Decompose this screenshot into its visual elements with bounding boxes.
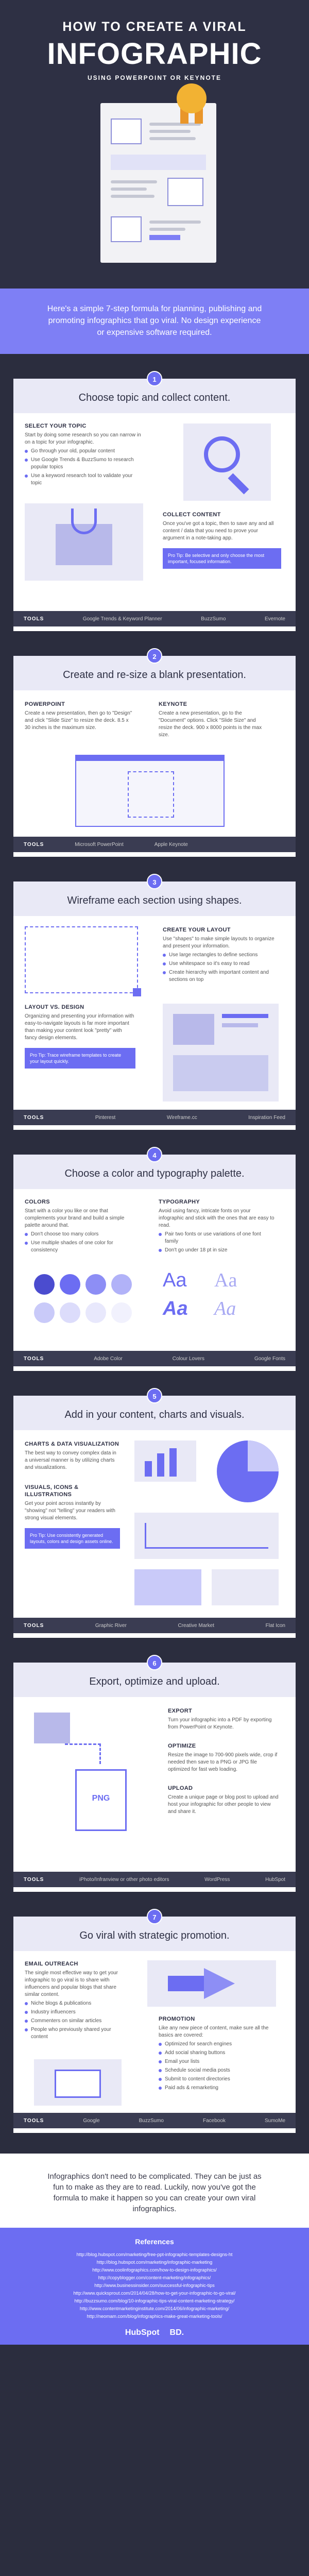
list-item: Use whitespace so it's easy to read xyxy=(163,960,279,968)
colors-heading: COLORS xyxy=(25,1199,50,1205)
section-3 xyxy=(13,878,296,1130)
closing-text: Infographics don't need to be complicated. They can be just as fun to make as they are to read. Luckily, now you've got the formula to make it happen so you can create your own viral infographics. xyxy=(0,2154,309,2233)
font-samples-icon xyxy=(163,1269,276,1338)
section-title: Choose topic and collect content. xyxy=(13,379,296,413)
tools-label: TOOLS xyxy=(24,1622,44,1629)
font-sample: Aa xyxy=(214,1298,236,1319)
list-item: People who previously shared your content xyxy=(25,2026,128,2041)
list-item: Schedule social media posts xyxy=(159,2067,272,2074)
promotion-heading: PROMOTION xyxy=(159,2016,195,2022)
charts-illustration xyxy=(134,1440,284,1605)
reference-link[interactable]: http://blog.hubspot.com/marketing/free-ppt-infographic-templates-designs-ht xyxy=(76,2252,233,2257)
tool-item: SumoMe xyxy=(264,2117,285,2124)
tool-item: HubSpot xyxy=(265,1876,285,1883)
visuals-heading: VISUALS, ICONS & ILLUSTRATIONS xyxy=(25,1484,79,1498)
png-label: PNG xyxy=(92,1794,110,1803)
folder-icon xyxy=(25,503,143,581)
references-title: References xyxy=(135,2238,174,2246)
section-title: Export, optimize and upload. xyxy=(13,1663,296,1697)
keynote-heading: KEYNOTE xyxy=(159,701,187,707)
content-text: Once you've got a topic, then to save any and all content / data that you need to prove your argument in a note-taking app. xyxy=(163,521,274,541)
tool-item: Google xyxy=(83,2117,100,2124)
export-text: Turn your infographic into a PDF by exporting from PowerPoint or Keynote. xyxy=(168,1717,272,1730)
outreach-heading: EMAIL OUTREACH xyxy=(25,1961,78,1967)
font-sample: Aa xyxy=(163,1298,188,1319)
presentation-window-icon xyxy=(75,755,225,827)
layout-vs-design-heading: LAYOUT VS. DESIGN xyxy=(25,1004,84,1010)
keynote-text: Create a new presentation, go to the "Document" options. Click "Slide Size" and resize the deck. 900 x 8000 points is the max size. xyxy=(159,710,262,738)
topic-text: Start by doing some research so you can narrow in on a topic for your infographic. xyxy=(25,432,141,445)
envelope-icon xyxy=(34,2059,122,2106)
list-item: Add social sharing buttons xyxy=(159,2049,272,2057)
reference-link[interactable]: http://copyblogger.com/content-marketing/infographics/ xyxy=(98,2275,211,2280)
font-sample: Aa xyxy=(214,1269,237,1291)
section-1 xyxy=(13,376,296,631)
section-title: Choose a color and typography palette. xyxy=(13,1155,296,1189)
tool-item: Facebook xyxy=(203,2117,226,2124)
bd-logo: BD. xyxy=(169,2328,184,2337)
typography-heading: TYPOGRAPHY xyxy=(159,1199,200,1205)
step-number: 1 xyxy=(147,371,162,386)
powerpoint-heading: POWERPOINT xyxy=(25,701,65,707)
tools-bar xyxy=(13,611,296,626)
section-7 xyxy=(13,1913,296,2133)
pro-tip: Pro Tip: Be selective and only choose the most important, focused information. xyxy=(163,548,281,569)
tools-label: TOOLS xyxy=(24,2117,44,2124)
section-title: Add in your content, charts and visuals. xyxy=(13,1396,296,1430)
megaphone-icon xyxy=(147,1960,276,2007)
content-heading: COLLECT CONTENT xyxy=(163,512,221,518)
list-item: Pair two fonts or use variations of one font family xyxy=(159,1231,274,1245)
tool-item: Evernote xyxy=(264,616,285,622)
step-number: 7 xyxy=(147,1909,162,1924)
upload-text: Create a unique page or blog post to upload and host your infographic for other people to view and share it. xyxy=(168,1794,279,1815)
section-2 xyxy=(13,653,296,857)
list-item: Optimized for search engines xyxy=(159,2041,272,2048)
tool-item: Flat Icon xyxy=(265,1622,285,1629)
layout-heading: CREATE YOUR LAYOUT xyxy=(163,927,231,933)
step-number: 4 xyxy=(147,1147,162,1162)
tool-item: BuzzSumo xyxy=(139,2117,164,2124)
list-item: Use multiple shades of one color for consistency xyxy=(25,1240,135,1254)
step-number: 6 xyxy=(147,1655,162,1670)
pro-tip: Pro Tip: Use consistently generated layouts, colors and design assets online. xyxy=(25,1528,120,1549)
tool-item: Inspiration Feed xyxy=(248,1114,285,1121)
charts-text: The best way to convey complex data in a universal manner is by utilizing charts and visualizations. xyxy=(25,1450,116,1470)
tool-item: Colour Lovers xyxy=(172,1355,204,1362)
hero-mockup xyxy=(100,103,216,263)
list-item: Don't go under 18 pt in size xyxy=(159,1247,274,1254)
section-6 xyxy=(13,1659,296,1892)
list-item: Paid ads & remarketing xyxy=(159,2084,272,2092)
section-4 xyxy=(13,1151,296,1371)
list-item: Use a keyword research tool to validate your topic xyxy=(25,472,143,487)
hero xyxy=(0,0,309,289)
powerpoint-text: Create a new presentation, then go to "Design" and click "Slide Size" to resize the deck. 8.5 x 30 inches is the maximum size. xyxy=(25,710,132,731)
layout-grid-icon xyxy=(163,1004,279,1101)
references xyxy=(0,2228,309,2345)
list-item: Submit to content directories xyxy=(159,2076,272,2083)
tools-bar xyxy=(13,1618,296,1633)
section-title: Create and re-size a blank presentation. xyxy=(13,656,296,690)
reference-link[interactable]: http://www.coolinfographics.com/how-to-design-infographics/ xyxy=(92,2267,217,2273)
tool-item: Google Trends & Keyword Planner xyxy=(82,616,162,622)
tools-bar xyxy=(13,837,296,852)
typography-text: Avoid using fancy, intricate fonts on your infographic and stick with the ones that are easy to read. xyxy=(159,1208,274,1228)
reference-link[interactable]: http://www.businessinsider.com/successful-infographic-tips xyxy=(94,2283,215,2288)
tools-label: TOOLS xyxy=(24,1355,44,1362)
pro-tip: Pro Tip: Trace wireframe templates to create your layout quickly. xyxy=(25,1048,135,1069)
tool-item: Adobe Color xyxy=(94,1355,123,1362)
reference-link[interactable]: http://www.quicksprout.com/2014/04/28/how-to-get-your-infographic-to-go-viral/ xyxy=(73,2291,236,2296)
tools-label: TOOLS xyxy=(24,616,44,622)
hubspot-logo: HubSpot xyxy=(125,2328,160,2337)
list-item: Industry influencers xyxy=(25,2009,128,2016)
optimize-heading: OPTIMIZE xyxy=(168,1743,196,1749)
tools-label: TOOLS xyxy=(24,1876,44,1883)
list-item: Niche blogs & publications xyxy=(25,2000,128,2007)
tool-item: Graphic River xyxy=(95,1622,127,1629)
list-item: Email your lists xyxy=(159,2058,272,2065)
tool-item: Wireframe.cc xyxy=(166,1114,197,1121)
colors-text: Start with a color you like or one that complements your brand and build a simple palette around that. xyxy=(25,1208,125,1228)
tools-bar xyxy=(13,1351,296,1366)
reference-link[interactable]: http://www.contentmarketinginstitute.com/2014/06/infographic-marketing/ xyxy=(79,2306,230,2311)
list-item: Commenters on similar articles xyxy=(25,2018,128,2025)
section-title: Go viral with strategic promotion. xyxy=(13,1917,296,1951)
list-item: Create hierarchy with important content and sections on top xyxy=(163,969,279,984)
tool-item: Microsoft PowerPoint xyxy=(75,841,124,848)
intro-text: Here's a simple 7-step formula for planning, publishing and promoting infographics that go viral. No design experience or expensive software required. xyxy=(0,289,309,354)
award-badge-icon xyxy=(177,83,207,113)
tool-item: Creative Market xyxy=(178,1622,215,1629)
section-title: Wireframe each section using shapes. xyxy=(13,882,296,916)
export-heading: EXPORT xyxy=(168,1708,193,1714)
reference-link[interactable]: http://blog.hubspot.com/marketing/infographic-marketing xyxy=(96,2260,213,2265)
list-item: Use Google Trends & BuzzSumo to research popular topics xyxy=(25,456,143,471)
tool-item: Pinterest xyxy=(95,1114,116,1121)
tools-label: TOOLS xyxy=(24,841,44,848)
font-sample: Aa xyxy=(163,1269,187,1291)
outreach-text: The single most effective way to get your infographic to go viral is to share with influencers and popular blogs that share similar content. xyxy=(25,1970,118,1997)
step-number: 3 xyxy=(147,874,162,889)
topic-heading: SELECT YOUR TOPIC xyxy=(25,423,87,429)
tools-bar xyxy=(13,2113,296,2128)
hero-subtitle: USING POWERPOINT OR KEYNOTE xyxy=(87,74,221,81)
promotion-text: Like any new piece of content, make sure all the basics are covered: xyxy=(159,2025,269,2038)
upload-heading: UPLOAD xyxy=(168,1785,193,1791)
section-5 xyxy=(13,1393,296,1638)
tool-item: Google Fonts xyxy=(254,1355,285,1362)
wireframe-icon xyxy=(25,926,138,993)
reference-link[interactable]: http://neomam.com/blog/infographics-make-great-marketing-tools/ xyxy=(87,2314,222,2319)
tool-item: WordPress xyxy=(204,1876,230,1883)
hero-line1: HOW TO CREATE A VIRAL xyxy=(62,20,247,34)
charts-heading: CHARTS & DATA VISUALIZATION xyxy=(25,1441,119,1447)
tool-item: Apple Keynote xyxy=(154,841,188,848)
tools-bar xyxy=(13,1872,296,1887)
list-item: Go through your old, popular content xyxy=(25,448,143,455)
tool-item: BuzzSumo xyxy=(201,616,226,622)
magnifier-icon xyxy=(183,423,271,501)
step-number: 5 xyxy=(147,1388,162,1403)
reference-link[interactable]: http://buzzsumo.com/blog/10-infographic-tips-viral-content-marketing-strategy/ xyxy=(74,2298,235,2303)
optimize-text: Resize the image to 700-900 pixels wide, crop if needed then save to a PNG or JPG file optimized for fast web loading. xyxy=(168,1752,278,1772)
tool-item: iPhoto/Infranview or other photo editors xyxy=(79,1876,169,1883)
export-illustration xyxy=(34,1713,137,1857)
visuals-text: Get your point across instantly by "showing" not "telling" your readers with strong visual elements. xyxy=(25,1501,115,1521)
color-palette-icon xyxy=(34,1274,132,1341)
hero-title: INFOGRAPHIC xyxy=(47,37,262,71)
tools-label: TOOLS xyxy=(24,1114,44,1121)
layout-text: Use "shapes" to make simple layouts to organize and present your information. xyxy=(163,936,274,949)
tools-bar xyxy=(13,1110,296,1125)
step-number: 2 xyxy=(147,648,162,664)
layout-vs-design-text: Organizing and presenting your information with easy-to-navigate layouts is far more important than making your content look "pretty" with fancy design elements. xyxy=(25,1013,134,1041)
list-item: Don't choose too many colors xyxy=(25,1231,135,1238)
list-item: Use large rectangles to define sections xyxy=(163,952,279,959)
